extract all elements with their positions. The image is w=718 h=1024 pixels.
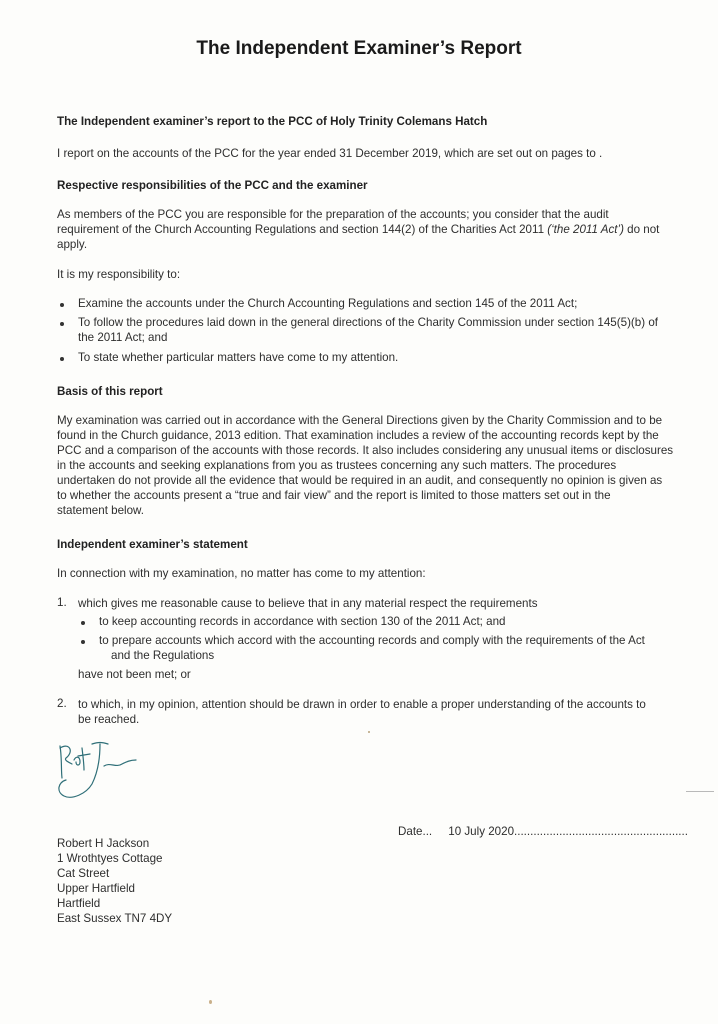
intro-heading: The Independent examiner’s report to the PCC of Holy Trinity Colemans Hatch bbox=[57, 115, 488, 128]
date-label: Date... bbox=[398, 825, 433, 838]
responsibility-item-2-cont: the 2011 Act; and bbox=[78, 331, 168, 344]
item-1-bullet-2: to prepare accounts which accord with the accounting records and comply with the requirements of the Act bbox=[99, 634, 645, 647]
basis-line-4: in the accounts and seeking explanations from you as trustees concerning any such matters. The procedures bbox=[57, 459, 617, 472]
item-1-bullet-2-cont: and the Regulations bbox=[111, 649, 215, 662]
responsibilities-line-2: requirement of the Church Accounting Regulations and section 144(2) of the Charities Act 2011 (‘the 2011 Act’) do not bbox=[57, 223, 660, 236]
responsibility-intro: It is my responsibility to: bbox=[57, 268, 181, 281]
date-value: 10 July 2020 bbox=[448, 825, 515, 838]
handwritten-signature bbox=[52, 738, 142, 808]
responsibility-item-3: To state whether particular matters have come to my attention. bbox=[78, 351, 399, 364]
examiner-name: Robert H Jackson bbox=[57, 837, 150, 850]
responsibility-item-1: Examine the accounts under the Church Accounting Regulations and section 145 of the 2011 Act; bbox=[78, 297, 578, 310]
basis-line-6: to whether the accounts present a “true and fair view” and the report is limited to those matters set out in the bbox=[57, 489, 611, 502]
responsibilities-heading: Respective responsibilities of the PCC and the examiner bbox=[57, 179, 368, 192]
basis-line-1: My examination was carried out in accordance with the General Directions given by the Charity Commission and to be bbox=[57, 414, 663, 427]
examiner-address-line-2: Cat Street bbox=[57, 867, 110, 880]
bullet-icon bbox=[81, 640, 85, 644]
examiner-address-line-5: East Sussex TN7 4DY bbox=[57, 912, 173, 925]
page-title: The Independent Examiner’s Report bbox=[196, 38, 522, 59]
scan-speck bbox=[209, 1000, 212, 1004]
scan-speck bbox=[368, 731, 370, 733]
basis-line-3: PCC and a comparison of the accounts with those records. It also includes considering any unusual items or disclosures bbox=[57, 444, 674, 457]
bullet-icon bbox=[81, 621, 85, 625]
basis-line-7: statement below. bbox=[57, 504, 145, 517]
item-1-text: which gives me reasonable cause to believe that in any material respect the requirements bbox=[78, 597, 538, 610]
date-dots: ...................................................... bbox=[514, 825, 688, 838]
act-abbrev-italic: (‘the 2011 Act’) bbox=[547, 223, 624, 236]
responsibilities-line-3: apply. bbox=[57, 238, 88, 251]
basis-heading: Basis of this report bbox=[57, 385, 163, 398]
scan-mark bbox=[686, 791, 714, 792]
item-2-line-2: be reached. bbox=[78, 713, 140, 726]
intro-text: I report on the accounts of the PCC for the year ended 31 December 2019, which are set out on pages to . bbox=[57, 147, 603, 160]
responsibility-item-2: To follow the procedures laid down in the general directions of the Charity Commission under section 145(5)(b) of bbox=[78, 316, 658, 329]
examiner-address-line-1: 1 Wrothtyes Cottage bbox=[57, 852, 163, 865]
basis-line-2: found in the Church guidance, 2013 edition. That examination includes a review of the accounting records kept by the bbox=[57, 429, 659, 442]
item-1-bullet-1: to keep accounting records in accordance with section 130 of the 2011 Act; and bbox=[99, 615, 506, 628]
bullet-icon bbox=[60, 357, 64, 361]
examiner-address-line-3: Upper Hartfield bbox=[57, 882, 135, 895]
bullet-icon bbox=[60, 322, 64, 326]
statement-intro: In connection with my examination, no matter has come to my attention: bbox=[57, 567, 426, 580]
statement-heading: Independent examiner’s statement bbox=[57, 538, 248, 551]
item-1-tail: have not been met; or bbox=[78, 668, 191, 681]
examiner-address-line-4: Hartfield bbox=[57, 897, 101, 910]
bullet-icon bbox=[60, 303, 64, 307]
item-2-line-1: to which, in my opinion, attention should be drawn in order to enable a proper understanding of the accounts to bbox=[78, 698, 646, 711]
responsibilities-line-1: As members of the PCC you are responsible for the preparation of the accounts; you consider that the audit bbox=[57, 208, 609, 221]
date-line bbox=[398, 824, 688, 840]
item-1-number: 1. bbox=[57, 596, 67, 609]
item-2-number: 2. bbox=[57, 697, 67, 710]
basis-line-5: undertaken do not provide all the evidence that would be required in an audit, and consequently no opinion is given as bbox=[57, 474, 663, 487]
